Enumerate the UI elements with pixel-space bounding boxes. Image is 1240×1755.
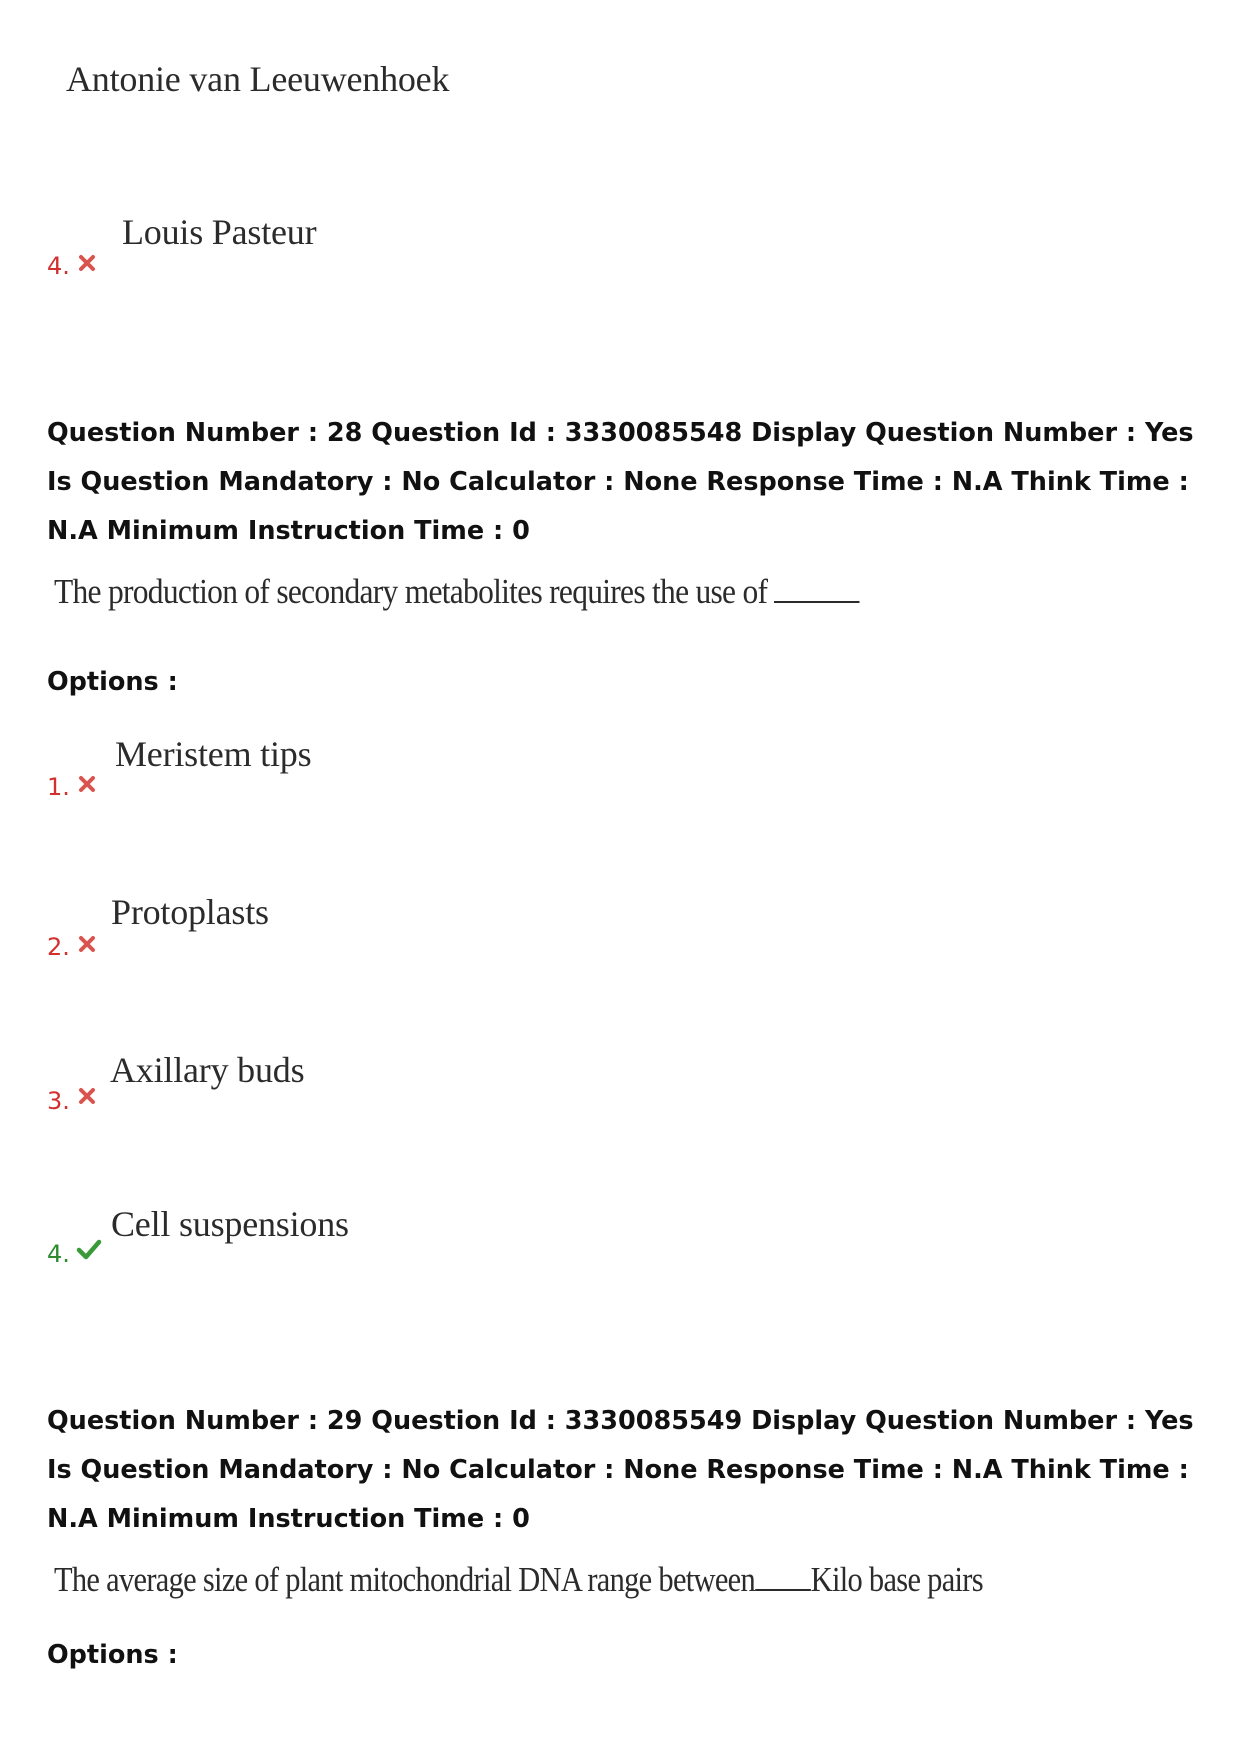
question-28-option-3-number: 3. (47, 1087, 70, 1115)
answer-blank (755, 1588, 811, 1591)
question-29-text-after: Kilo base pairs (810, 1560, 983, 1599)
question-28-option-3-text: Axillary buds (110, 1050, 305, 1090)
cross-icon (76, 252, 98, 274)
question-29-text-before: The average size of plant mitochondrial DNA range between (54, 1560, 755, 1599)
question-28-meta: Question Number : 28 Question Id : 3330085548 Display Question Number : Yes Is Question Mandatory : No Calculator : None Response Time : N.A Think Time : N.A Minimum Instruction Time : 0 (47, 418, 1194, 546)
question-29-meta: Question Number : 29 Question Id : 3330085549 Display Question Number : Yes Is Question Mandatory : No Calculator : None Response Time : N.A Think Time : N.A Minimum Instruction Time : 0 (47, 1406, 1194, 1534)
question-28-option-1-number: 1. (47, 773, 70, 801)
question-28-option-4-text: Cell suspensions (111, 1204, 349, 1244)
question-28-text (54, 572, 860, 612)
checkmark-icon (76, 1238, 102, 1260)
previous-option-4-number: 4. (47, 252, 70, 280)
question-28-option-4-number: 4. (47, 1240, 70, 1268)
cross-icon (76, 933, 98, 955)
question-29-options-label: Options : (47, 1640, 178, 1670)
question-29-text (54, 1560, 983, 1600)
question-28-options-label: Options : (47, 667, 178, 697)
previous-option-3-text: Antonie van Leeuwenhoek (66, 59, 450, 99)
question-28-option-1-text: Meristem tips (115, 734, 312, 774)
previous-option-4-text: Louis Pasteur (122, 212, 317, 252)
cross-icon (76, 773, 98, 795)
question-28-option-2-number: 2. (47, 933, 70, 961)
answer-blank (774, 600, 860, 603)
cross-icon (76, 1085, 98, 1107)
question-28-option-2-text: Protoplasts (111, 892, 269, 932)
question-28-text-before: The production of secondary metabolites requires the use of (54, 572, 768, 611)
